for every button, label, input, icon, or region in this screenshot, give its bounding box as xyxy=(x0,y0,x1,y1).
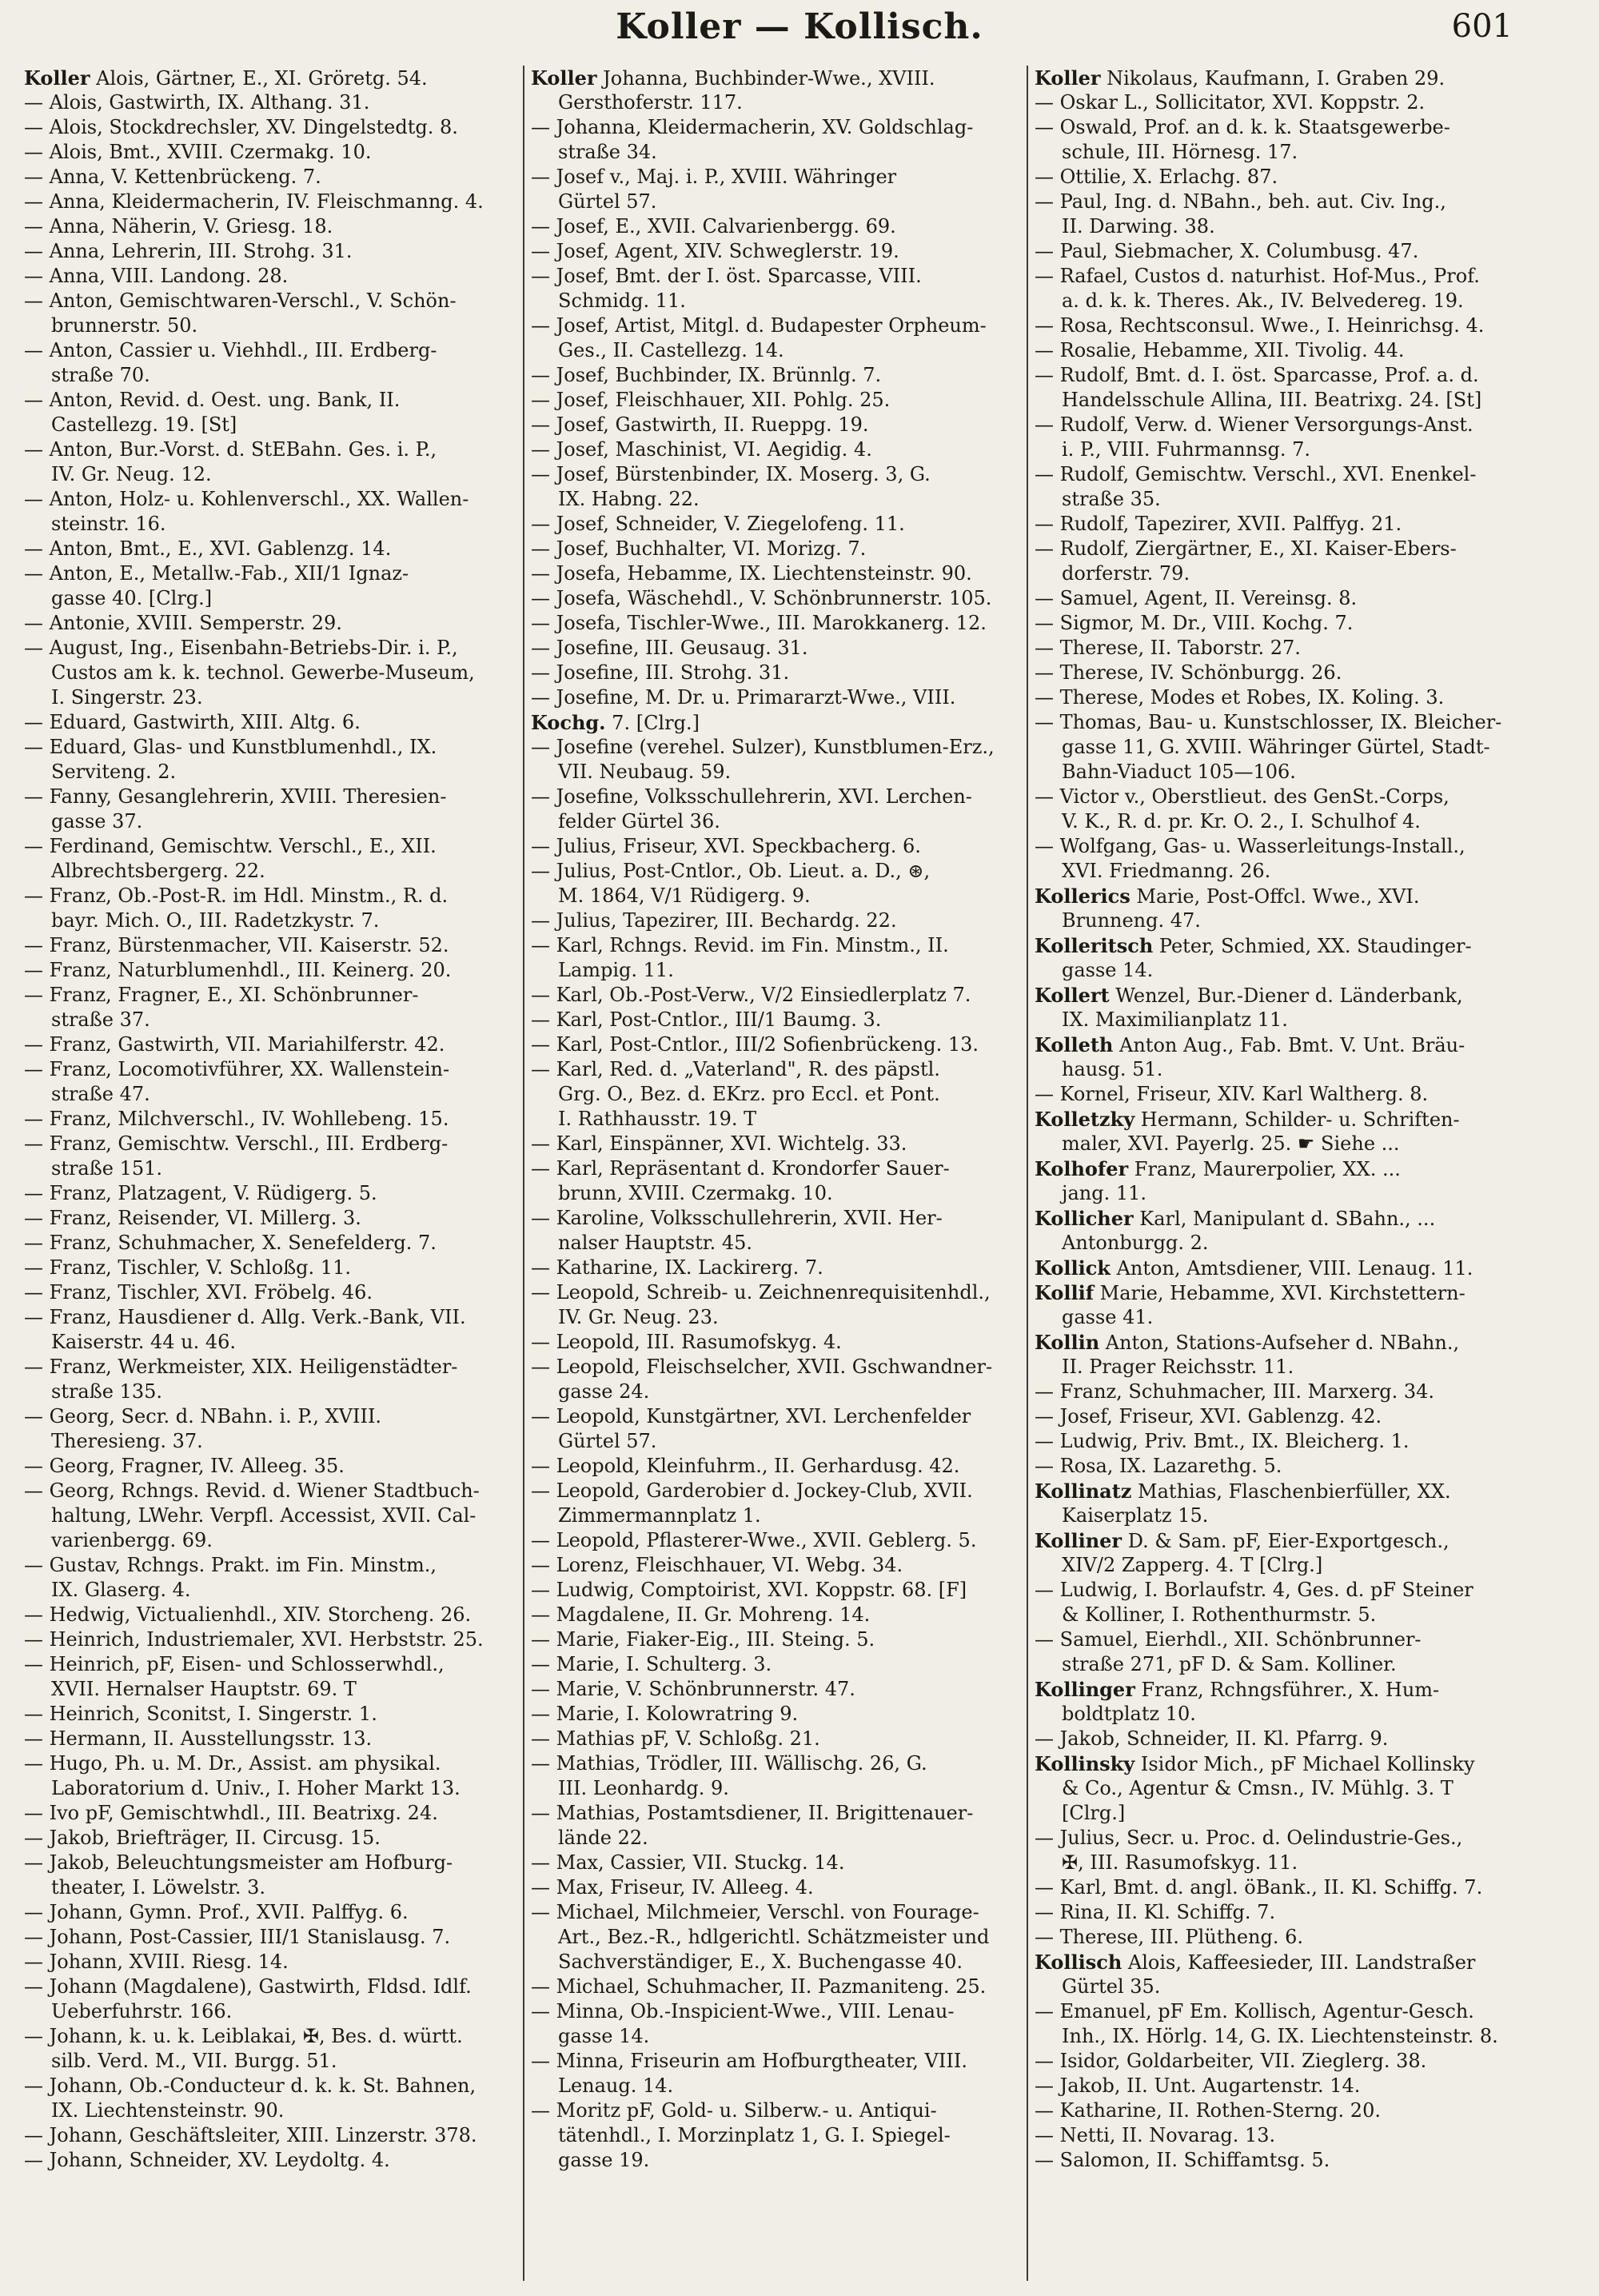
directory-line: Koller Johanna, Buchbinder-Wwe., XVIII. xyxy=(531,66,935,90)
directory-line: — Michael, Schuhmacher, II. Pazmaniteng. 25. xyxy=(531,1975,987,1998)
directory-line: — Karl, Repräsentant d. Krondorfer Sauer- xyxy=(531,1157,950,1180)
directory-line: — Jakob, Briefträger, II. Circusg. 15. xyxy=(24,1827,381,1849)
directory-line: boldtplatz 10. xyxy=(1062,1703,1196,1725)
directory-line: — Johann, Gymn. Prof., XVII. Palffyg. 6. xyxy=(24,1901,409,1923)
directory-line: — Karl, Rchngs. Revid. im Fin. Minstm., II. xyxy=(531,934,949,956)
directory-line: — Johann, Ob.-Conducteur d. k. k. St. Bahnen, xyxy=(24,2074,477,2097)
directory-line: IX. Liechtensteinstr. 90. xyxy=(51,2099,285,2122)
directory-line: — Josef, Bmt. der I. öst. Sparcasse, VIII. xyxy=(531,265,922,287)
directory-line: — Ludwig, Comptoirist, XVI. Koppstr. 68. [F] xyxy=(531,1579,967,1601)
directory-line: Zimmermannplatz 1. xyxy=(558,1504,761,1527)
directory-line: — Franz, Fragner, E., XI. Schönbrunner- xyxy=(24,984,419,1006)
directory-line: — Anton, Revid. d. Oest. ung. Bank, II. xyxy=(24,389,401,411)
directory-line: — Johanna, Kleidermacherin, XV. Goldschlag- xyxy=(531,116,974,138)
directory-line: — Rosa, Rechtsconsul. Wwe., I. Heinrichsg. 4. xyxy=(1035,314,1485,337)
directory-line: I. Singerstr. 23. xyxy=(51,686,203,709)
directory-line: IX. Glaserg. 4. xyxy=(51,1579,191,1601)
directory-line: IX. Maximilianplatz 11. xyxy=(1062,1008,1288,1031)
directory-line: — Rudolf, Gemischtw. Verschl., XVI. Enenkel- xyxy=(1035,463,1477,485)
directory-line: Gürtel 35. xyxy=(1062,1975,1161,1998)
directory-line: — Gustav, Rchngs. Prakt. im Fin. Minstm., xyxy=(24,1554,437,1576)
directory-line: — Franz, Gemischtw. Verschl., III. Erdberg- xyxy=(24,1132,449,1155)
directory-line: — Julius, Secr. u. Proc. d. Oelindustrie-Ges., xyxy=(1035,1827,1463,1849)
directory-line: — Samuel, Eierhdl., XII. Schönbrunner- xyxy=(1035,1628,1422,1651)
directory-line: Lampig. 11. xyxy=(558,959,674,981)
directory-line: — Johann, XVIII. Riesg. 14. xyxy=(24,1951,289,1973)
directory-line: — Thomas, Bau- u. Kunstschlosser, IX. Bleicher- xyxy=(1035,711,1502,733)
directory-line: — Josefine, M. Dr. u. Primararzt-Wwe., VIII. xyxy=(531,686,956,709)
directory-line: — Marie, Fiaker-Eig., III. Steing. 5. xyxy=(531,1628,875,1651)
directory-line: — Franz, Platzagent, V. Rüdigerg. 5. xyxy=(24,1182,377,1204)
directory-line: — Therese, III. Plütheng. 6. xyxy=(1035,1926,1304,1948)
directory-line: — Leopold, Pflasterer-Wwe., XVII. Geblerg. 5. xyxy=(531,1529,977,1551)
directory-line: — Fanny, Gesanglehrerin, XVIII. Theresien- xyxy=(24,785,447,808)
directory-line: — Josefa, Tischler-Wwe., III. Marokkanerg. 12. xyxy=(531,612,987,634)
directory-line: Theresieng. 37. xyxy=(51,1430,203,1452)
directory-line: — Anton, Gemischtwaren-Verschl., V. Schön- xyxy=(24,289,457,312)
directory-line: straße 47. xyxy=(51,1083,150,1105)
directory-line: — Franz, Hausdiener d. Allg. Verk.-Bank, VII. xyxy=(24,1306,466,1328)
directory-line: II. Prager Reichsstr. 11. xyxy=(1062,1356,1294,1378)
directory-line: gasse 19. xyxy=(558,2149,650,2171)
directory-line: Kollert Wenzel, Bur.-Diener d. Länderbank, xyxy=(1035,984,1463,1007)
directory-line: XIV/2 Zapperg. 4. T [Clrg.] xyxy=(1062,1554,1323,1576)
directory-line: — Ludwig, I. Borlaufstr. 4, Ges. d. pF Steiner xyxy=(1035,1579,1473,1601)
directory-line: Ges., II. Castellezg. 14. xyxy=(558,339,784,361)
directory-line: II. Darwing. 38. xyxy=(1062,215,1215,238)
directory-line: — Johann, Post-Cassier, III/1 Stanislausg. 7. xyxy=(24,1926,451,1948)
column-2 xyxy=(531,66,1017,2281)
directory-line: — Georg, Secr. d. NBahn. i. P., XVIII. xyxy=(24,1405,382,1428)
directory-line: [Clrg.] xyxy=(1062,1802,1126,1824)
directory-line: Antonburgg. 2. xyxy=(1062,1232,1209,1254)
directory-line: — Jakob, Beleuchtungsmeister am Hofburg- xyxy=(24,1851,453,1874)
directory-line: — Ottilie, X. Erlachg. 87. xyxy=(1035,166,1278,188)
directory-line: Kollerics Marie, Post-Offcl. Wwe., XVI. xyxy=(1035,884,1420,908)
directory-line: felder Gürtel 36. xyxy=(558,810,720,833)
directory-line: — Anna, VIII. Landong. 28. xyxy=(24,265,289,287)
directory-line: — Anton, Cassier u. Viehhdl., III. Erdberg- xyxy=(24,339,437,361)
directory-line: — Josef, Fleischhauer, XII. Pohlg. 25. xyxy=(531,389,891,411)
directory-line: — Moritz pF, Gold- u. Silberw.- u. Antiqui- xyxy=(531,2099,937,2122)
directory-line: gasse 24. xyxy=(558,1380,650,1403)
directory-line: Kollinsky Isidor Mich., pF Michael Kollinsky xyxy=(1035,1752,1475,1775)
directory-line: Koller Alois, Gärtner, E., XI. Gröretg. 54. xyxy=(24,66,428,90)
directory-line: & Co., Agentur & Cmsn., IV. Mühlg. 3. T xyxy=(1062,1777,1453,1799)
directory-line: haltung, LWehr. Verpfl. Accessist, XVII. Cal- xyxy=(51,1504,477,1527)
directory-line: — Heinrich, Industriemaler, XVI. Herbststr. 25. xyxy=(24,1628,484,1651)
directory-line: — Josefine, III. Geusaug. 31. xyxy=(531,637,808,659)
directory-line: XVI. Friedmanng. 26. xyxy=(1062,860,1271,882)
directory-line: & Kolliner, I. Rothenthurmstr. 5. xyxy=(1062,1603,1377,1626)
directory-line: IV. Gr. Neug. 12. xyxy=(51,463,212,485)
directory-line: — Therese, IV. Schönburgg. 26. xyxy=(1035,661,1342,684)
directory-line: — Franz, Tischler, V. Schloßg. 11. xyxy=(24,1256,351,1279)
directory-line: brunnerstr. 50. xyxy=(51,314,198,337)
directory-line: Kolletzky Hermann, Schilder- u. Schriften- xyxy=(1035,1108,1460,1131)
directory-line: — Hugo, Ph. u. M. Dr., Assist. am physikal. xyxy=(24,1752,441,1775)
directory-line: Kollif Marie, Hebamme, XVI. Kirchstettern- xyxy=(1035,1281,1465,1304)
directory-line: — Salomon, II. Schiffamtsg. 5. xyxy=(1035,2149,1330,2171)
directory-line: gasse 14. xyxy=(1062,959,1154,981)
directory-line: — Rosa, IX. Lazarethg. 5. xyxy=(1035,1455,1282,1477)
directory-line: — Leopold, Fleischselcher, XVII. Gschwandner- xyxy=(531,1356,993,1378)
directory-line: — Johann, k. u. k. Leiblakai, ✠, Bes. d. württ. xyxy=(24,2025,463,2047)
directory-line: gasse 41. xyxy=(1062,1306,1154,1328)
page-number: 601 xyxy=(1451,8,1513,45)
directory-line: — Marie, I. Kolowratring 9. xyxy=(531,1703,799,1725)
directory-line: — Heinrich, Sconitst, I. Singerstr. 1. xyxy=(24,1703,377,1725)
directory-line: Kollinatz Mathias, Flaschenbierfüller, XX. xyxy=(1035,1479,1451,1503)
directory-line: — Rudolf, Bmt. d. I. öst. Sparcasse, Prof. a. d. xyxy=(1035,364,1479,386)
directory-line: schule, III. Hörnesg. 17. xyxy=(1062,141,1298,163)
directory-line: — Georg, Fragner, IV. Alleeg. 35. xyxy=(24,1455,345,1477)
directory-line: Serviteng. 2. xyxy=(51,761,177,783)
directory-line: — Anna, Näherin, V. Griesg. 18. xyxy=(24,215,333,238)
directory-line: — Samuel, Agent, II. Vereinsg. 8. xyxy=(1035,587,1358,609)
directory-line: — Anna, Kleidermacherin, IV. Fleischmanng. 4. xyxy=(24,190,484,213)
directory-line: Kaiserplatz 15. xyxy=(1062,1504,1209,1527)
directory-line: — Franz, Tischler, XVI. Fröbelg. 46. xyxy=(24,1281,373,1304)
directory-line: — Leopold, III. Rasumofskyg. 4. xyxy=(531,1331,842,1353)
directory-line: — Karl, Post-Cntlor., III/2 Sofienbrückeng. 13. xyxy=(531,1033,979,1056)
directory-line: — Minna, Friseurin am Hofburgtheater, VIII. xyxy=(531,2050,967,2072)
directory-line: — Anna, V. Kettenbrückeng. 7. xyxy=(24,166,321,188)
directory-line: Gürtel 57. xyxy=(558,190,657,213)
directory-line: Grg. O., Bez. d. EKrz. pro Eccl. et Pont. xyxy=(558,1083,940,1105)
directory-line: — Rina, II. Kl. Schiffg. 7. xyxy=(1035,1901,1276,1923)
directory-line: — Oswald, Prof. an d. k. k. Staatsgewerbe- xyxy=(1035,116,1450,138)
directory-line: nalser Hauptstr. 45. xyxy=(558,1232,752,1254)
directory-line: Custos am k. k. technol. Gewerbe-Museum, xyxy=(51,661,475,684)
directory-line: — Eduard, Gastwirth, XIII. Altg. 6. xyxy=(24,711,361,733)
directory-line: Inh., IX. Hörlg. 14, G. IX. Liechtensteinstr. 8. xyxy=(1062,2025,1498,2047)
directory-line: — Josef, Bürstenbinder, IX. Moserg. 3, G. xyxy=(531,463,931,485)
directory-line: — Marie, I. Schulterg. 3. xyxy=(531,1653,772,1675)
directory-line: — Mathias, Postamtsdiener, II. Brigittenauer- xyxy=(531,1802,974,1824)
directory-line: Sachverständiger, E., X. Buchengasse 40. xyxy=(558,1951,963,1973)
directory-line: — Therese, II. Taborstr. 27. xyxy=(1035,637,1301,659)
directory-line: — Rudolf, Tapezirer, XVII. Palffyg. 21. xyxy=(1035,513,1402,535)
directory-line: — Josef, Agent, XIV. Schweglerstr. 19. xyxy=(531,240,899,262)
directory-line: maler, XVI. Payerlg. 25. ☛ Siehe ... xyxy=(1062,1132,1400,1155)
directory-line: — Franz, Reisender, VI. Millerg. 3. xyxy=(24,1207,361,1229)
directory-line: — Franz, Werkmeister, XIX. Heiligenstädter- xyxy=(24,1356,458,1378)
directory-line: Albrechtsbergerg. 22. xyxy=(51,860,265,882)
directory-line: — Isidor, Goldarbeiter, VII. Zieglerg. 38. xyxy=(1035,2050,1427,2072)
directory-line: — Karoline, Volksschullehrerin, XVII. Her- xyxy=(531,1207,943,1229)
directory-line: — Sigmor, M. Dr., VIII. Kochg. 7. xyxy=(1035,612,1354,634)
directory-line: Art., Bez.-R., hdlgerichtl. Schätzmeister und xyxy=(558,1926,990,1948)
directory-line: Gürtel 57. xyxy=(558,1430,657,1452)
directory-line: straße 70. xyxy=(51,364,150,386)
directory-line: Laboratorium d. Univ., I. Hoher Markt 13. xyxy=(51,1777,461,1799)
directory-line: gasse 40. [Clrg.] xyxy=(51,587,213,609)
directory-line: — Josefine (verehel. Sulzer), Kunstblumen-Erz., xyxy=(531,736,995,758)
directory-line: IX. Habng. 22. xyxy=(558,488,700,510)
directory-line: — Josef, Gastwirth, II. Rueppg. 19. xyxy=(531,413,869,436)
directory-line: — Josefa, Hebamme, IX. Liechtensteinstr. 90. xyxy=(531,562,972,585)
directory-line: Kolleritsch Peter, Schmied, XX. Staudinger- xyxy=(1035,934,1472,957)
directory-line: — Leopold, Kunstgärtner, XVI. Lerchenfelder xyxy=(531,1405,971,1428)
directory-line: — Paul, Siebmacher, X. Columbusg. 47. xyxy=(1035,240,1419,262)
directory-line: — Karl, Ob.-Post-Verw., V/2 Einsiedlerplatz 7. xyxy=(531,984,971,1006)
directory-line: — Georg, Rchngs. Revid. d. Wiener Stadtbuch- xyxy=(24,1479,480,1502)
directory-line: varienbergg. 69. xyxy=(51,1529,213,1551)
directory-line: — August, Ing., Eisenbahn-Betriebs-Dir. i. P., xyxy=(24,637,458,659)
directory-line: — Johann, Schneider, XV. Leydoltg. 4. xyxy=(24,2149,390,2171)
directory-line: — Anton, E., Metallw.-Fab., XII/1 Ignaz- xyxy=(24,562,409,585)
directory-line: — Rosalie, Hebamme, XII. Tivolig. 44. xyxy=(1035,339,1405,361)
directory-line: — Magdalene, II. Gr. Mohreng. 14. xyxy=(531,1603,871,1626)
directory-line: — Anton, Bmt., E., XVI. Gablenzg. 14. xyxy=(24,537,392,560)
directory-line: — Franz, Ob.-Post-R. im Hdl. Minstm., R. d. xyxy=(24,884,449,907)
directory-line: Ueberfuhrstr. 166. xyxy=(51,2000,233,2022)
directory-line: — Antonie, XVIII. Semperstr. 29. xyxy=(24,612,342,634)
directory-line: — Alois, Bmt., XVIII. Czermakg. 10. xyxy=(24,141,372,163)
directory-line: — Franz, Bürstenmacher, VII. Kaiserstr. 52. xyxy=(24,934,449,956)
directory-line: — Anton, Bur.-Vorst. d. StEBahn. Ges. i. P., xyxy=(24,438,437,461)
directory-line: — Mathias pF, V. Schloßg. 21. xyxy=(531,1727,820,1750)
directory-line: — Franz, Schuhmacher, X. Senefelderg. 7. xyxy=(24,1232,437,1254)
directory-line: — Ludwig, Priv. Bmt., IX. Bleicherg. 1. xyxy=(1035,1430,1410,1452)
directory-line: straße 271, pF D. & Sam. Kolliner. xyxy=(1062,1653,1397,1675)
directory-line: — Julius, Tapezirer, III. Bechardg. 22. xyxy=(531,909,897,932)
directory-line: — Minna, Ob.-Inspicient-Wwe., VIII. Lenau- xyxy=(531,2000,955,2022)
directory-line: — Rudolf, Verw. d. Wiener Versorgungs-Anst. xyxy=(1035,413,1473,436)
directory-line: — Heinrich, pF, Eisen- und Schlosserwhdl., xyxy=(24,1653,445,1675)
directory-line: M. 1864, V/1 Rüdigerg. 9. xyxy=(558,884,811,907)
directory-line: gasse 14. xyxy=(558,2025,650,2047)
directory-line: — Josef, E., XVII. Calvarienbergg. 69. xyxy=(531,215,896,238)
directory-line: — Karl, Red. d. „Vaterland", R. des päpstl. xyxy=(531,1058,940,1080)
directory-line: — Leopold, Kleinfuhrm., II. Gerhardusg. 42. xyxy=(531,1455,960,1477)
directory-line: — Netti, II. Novarag. 13. xyxy=(1035,2124,1276,2146)
directory-line: Kaiserstr. 44 u. 46. xyxy=(51,1331,237,1353)
directory-line: — Jakob, Schneider, II. Kl. Pfarrg. 9. xyxy=(1035,1727,1389,1750)
directory-line: — Jakob, II. Unt. Augartenstr. 14. xyxy=(1035,2074,1361,2097)
directory-line: Kolliner D. & Sam. pF, Eier-Exportgesch., xyxy=(1035,1529,1449,1552)
directory-line: — Josef, Schneider, V. Ziegelofeng. 11. xyxy=(531,513,905,535)
directory-line: theater, I. Löwelstr. 3. xyxy=(51,1876,266,1899)
directory-line: — Paul, Ing. d. NBahn., beh. aut. Civ. Ing., xyxy=(1035,190,1446,213)
directory-line: — Karl, Post-Cntlor., III/1 Baumg. 3. xyxy=(531,1008,882,1031)
column-3 xyxy=(1035,66,1514,2281)
directory-line: — Katharine, II. Rothen-Sterng. 20. xyxy=(1035,2099,1381,2122)
directory-line: dorferstr. 79. xyxy=(1062,562,1190,585)
directory-line: Koller Nikolaus, Kaufmann, I. Graben 29. xyxy=(1035,66,1445,90)
page-header xyxy=(0,5,1599,53)
directory-line: straße 135. xyxy=(51,1380,163,1403)
directory-line: — Emanuel, pF Em. Kollisch, Agentur-Gesch. xyxy=(1035,2000,1474,2022)
directory-line: — Hedwig, Victualienhdl., XIV. Storcheng. 26. xyxy=(24,1603,472,1626)
directory-line: — Franz, Naturblumenhdl., III. Keinerg. 20. xyxy=(24,959,452,981)
directory-line: — Franz, Gastwirth, VII. Mariahilferstr. 42. xyxy=(24,1033,445,1056)
directory-line: Kolleth Anton Aug., Fab. Bmt. V. Unt. Bräu- xyxy=(1035,1033,1465,1056)
columns-container xyxy=(24,66,1513,2281)
directory-line: — Josefa, Wäschehdl., V. Schönbrunnerstr. 105. xyxy=(531,587,992,609)
directory-line: hausg. 51. xyxy=(1062,1058,1163,1080)
directory-line: Kollin Anton, Stations-Aufseher d. NBahn., xyxy=(1035,1331,1460,1354)
directory-line: jang. 11. xyxy=(1062,1182,1146,1204)
directory-line: — Therese, Modes et Robes, IX. Koling. 3. xyxy=(1035,686,1445,709)
directory-line: — Josef, Artist, Mitgl. d. Budapester Orpheum- xyxy=(531,314,987,337)
page-title: Koller — Kollisch. xyxy=(616,6,983,47)
directory-line: — Victor v., Oberstlieut. des GenSt.-Corps, xyxy=(1035,785,1449,808)
directory-line: ✠, III. Rasumofskyg. 11. xyxy=(1062,1851,1298,1874)
directory-line: gasse 11, G. XVIII. Währinger Gürtel, Stadt- xyxy=(1062,736,1490,758)
directory-line: Castellezg. 19. [St] xyxy=(51,413,237,436)
directory-line: — Ferdinand, Gemischtw. Verschl., E., XII. xyxy=(24,835,437,857)
directory-line: Handelsschule Allina, III. Beatrixg. 24. [St] xyxy=(1062,389,1482,411)
directory-line: I. Rathhausstr. 19. T xyxy=(558,1108,757,1130)
directory-line: a. d. k. k. Theres. Ak., IV. Belvedereg. 19. xyxy=(1062,289,1464,312)
directory-line: Kochg. 7. [Clrg.] xyxy=(531,711,700,734)
directory-line: — Josef v., Maj. i. P., XVIII. Währinger xyxy=(531,166,897,188)
directory-line: tätenhdl., I. Morzinplatz 1, G. I. Spiegel- xyxy=(558,2124,951,2146)
directory-line: — Anna, Lehrerin, III. Strohg. 31. xyxy=(24,240,353,262)
directory-line: — Josef, Buchhalter, VI. Morizg. 7. xyxy=(531,537,867,560)
directory-line: — Franz, Milchverschl., IV. Wohllebeng. 15. xyxy=(24,1108,449,1130)
directory-line: — Josef, Maschinist, VI. Aegidig. 4. xyxy=(531,438,872,461)
directory-line: — Mathias, Trödler, III. Wällischg. 26, G. xyxy=(531,1752,927,1775)
directory-line: — Marie, V. Schönbrunnerstr. 47. xyxy=(531,1678,855,1700)
directory-line: — Oskar L., Sollicitator, XVI. Koppstr. 2. xyxy=(1035,91,1426,114)
directory-line: bayr. Mich. O., III. Radetzkystr. 7. xyxy=(51,909,380,932)
directory-line: — Josefine, Volksschullehrerin, XVI. Lerchen- xyxy=(531,785,972,808)
directory-line: — Kornel, Friseur, XIV. Karl Waltherg. 8. xyxy=(1035,1083,1429,1105)
directory-line: i. P., VIII. Fuhrmannsg. 7. xyxy=(1062,438,1310,461)
directory-line: — Hermann, II. Ausstellungsstr. 13. xyxy=(24,1727,373,1750)
directory-line: XVII. Hernalser Hauptstr. 69. T xyxy=(51,1678,357,1700)
directory-line: Bahn-Viaduct 105—106. xyxy=(1062,761,1296,783)
directory-line: — Karl, Einspänner, XVI. Wichtelg. 33. xyxy=(531,1132,907,1155)
directory-line: — Leopold, Garderobier d. Jockey-Club, XVII. xyxy=(531,1479,973,1502)
directory-line: — Ivo pF, Gemischtwhdl., III. Beatrixg. 24. xyxy=(24,1802,438,1824)
directory-line: silb. Verd. M., VII. Burgg. 51. xyxy=(51,2050,337,2072)
directory-line: straße 34. xyxy=(558,141,657,163)
directory-line: — Leopold, Schreib- u. Zeichnenrequisitenhdl., xyxy=(531,1281,991,1304)
directory-line: — Johann (Magdalene), Gastwirth, Fldsd. Idlf. xyxy=(24,1975,472,1998)
directory-line: — Franz, Schuhmacher, III. Marxerg. 34. xyxy=(1035,1380,1434,1403)
directory-line: Schmidg. 11. xyxy=(558,289,686,312)
directory-line: Gersthoferstr. 117. xyxy=(558,91,743,114)
directory-line: — Rafael, Custos d. naturhist. Hof-Mus., Prof. xyxy=(1035,265,1480,287)
directory-line: Brunneng. 47. xyxy=(1062,909,1201,932)
directory-line: steinstr. 16. xyxy=(51,513,166,535)
directory-line: straße 37. xyxy=(51,1008,150,1031)
directory-line: — Michael, Milchmeier, Verschl. von Fourage- xyxy=(531,1901,979,1923)
directory-line: — Julius, Post-Cntlor., Ob. Lieut. a. D., ⊛, xyxy=(531,860,931,882)
directory-line: Kollisch Alois, Kaffeesieder, III. Landstraßer xyxy=(1035,1951,1476,1974)
directory-line: brunn, XVIII. Czermakg. 10. xyxy=(558,1182,833,1204)
directory-line: — Alois, Stockdrechsler, XV. Dingelstedtg. 8. xyxy=(24,116,458,138)
directory-line: Kolhofer Franz, Maurerpolier, XX. ... xyxy=(1035,1157,1401,1180)
directory-line: IV. Gr. Neug. 23. xyxy=(558,1306,719,1328)
directory-line: — Katharine, IX. Lackirerg. 7. xyxy=(531,1256,823,1279)
directory-line: — Alois, Gastwirth, IX. Althang. 31. xyxy=(24,91,370,114)
directory-line: Lenaug. 14. xyxy=(558,2074,674,2097)
directory-line: — Josef, Friseur, XVI. Gablenzg. 42. xyxy=(1035,1405,1382,1428)
directory-line: straße 151. xyxy=(51,1157,163,1180)
directory-line: — Johann, Geschäftsleiter, XIII. Linzerstr. 378. xyxy=(24,2124,477,2146)
directory-line: — Max, Cassier, VII. Stuckg. 14. xyxy=(531,1851,845,1874)
directory-line: — Anton, Holz- u. Kohlenverschl., XX. Wallen- xyxy=(24,488,469,510)
directory-line: — Franz, Locomotivführer, XX. Wallenstein- xyxy=(24,1058,450,1080)
directory-line: V. K., R. d. pr. Kr. O. 2., I. Schulhof 4. xyxy=(1062,810,1421,833)
directory-line: Kollick Anton, Amtsdiener, VIII. Lenaug. 11. xyxy=(1035,1256,1473,1280)
directory-line: — Max, Friseur, IV. Alleeg. 4. xyxy=(531,1876,814,1899)
directory-line: — Julius, Friseur, XVI. Speckbacherg. 6. xyxy=(531,835,921,857)
directory-line: Kollicher Karl, Manipulant d. SBahn., ... xyxy=(1035,1207,1436,1230)
directory-line: Kollinger Franz, Rchngsführer., X. Hum- xyxy=(1035,1678,1440,1701)
directory-line: — Rudolf, Ziergärtner, E., XI. Kaiser-Ebers- xyxy=(1035,537,1457,560)
directory-line: straße 35. xyxy=(1062,488,1161,510)
directory-line: — Eduard, Glas- und Kunstblumenhdl., IX. xyxy=(24,736,437,758)
directory-line: — Lorenz, Fleischhauer, VI. Webg. 34. xyxy=(531,1554,903,1576)
directory-line: gasse 37. xyxy=(51,810,143,833)
directory-line: — Karl, Bmt. d. angl. öBank., II. Kl. Schiffg. 7. xyxy=(1035,1876,1483,1899)
directory-line: — Wolfgang, Gas- u. Wasserleitungs-Install., xyxy=(1035,835,1465,857)
directory-line: — Josefine, III. Strohg. 31. xyxy=(531,661,790,684)
directory-line: — Josef, Buchbinder, IX. Brünnlg. 7. xyxy=(531,364,882,386)
column-1 xyxy=(24,66,513,2281)
directory-line: III. Leonhardg. 9. xyxy=(558,1777,729,1799)
directory-line: VII. Neubaug. 59. xyxy=(558,761,732,783)
directory-line: lände 22. xyxy=(558,1827,648,1849)
